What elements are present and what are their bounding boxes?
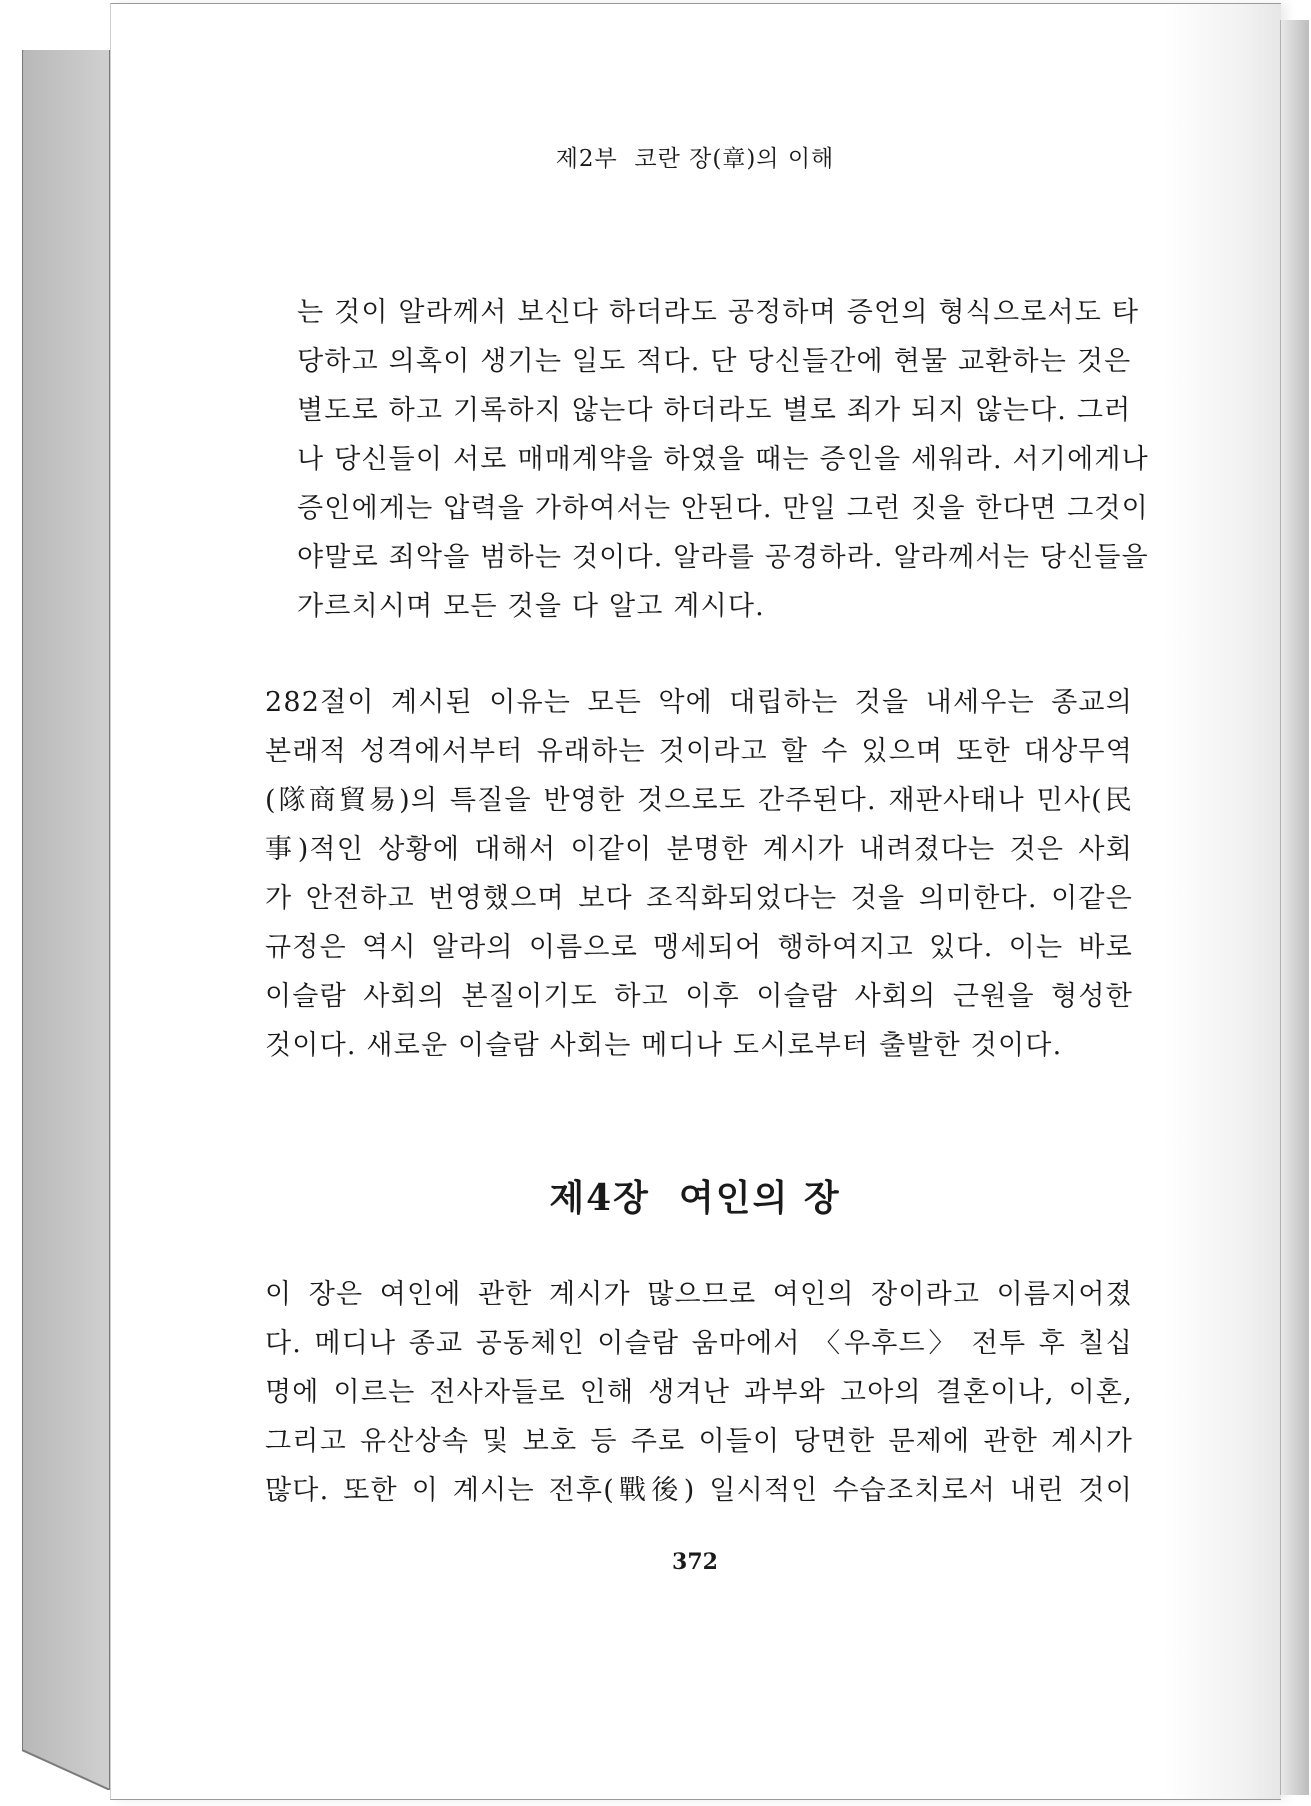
- page-number: 372: [672, 1549, 718, 1575]
- text-line: 본래적 성격에서부터 유래하는 것이라고 할 수 있으며 또한 대상무역: [265, 736, 1133, 767]
- text-line: 증인에게는 압력을 가하여서는 안된다. 만일 그런 짓을 한다면 그것이: [297, 493, 1149, 524]
- text-line: 야말로 죄악을 범하는 것이다. 알라를 공경하라. 알라께서는 당신들을: [297, 542, 1149, 573]
- text-line: 282절이 계시된 이유는 모든 악에 대립하는 것을 내세우는 종교의: [265, 687, 1133, 718]
- text-line: 가르치시며 모든 것을 다 알고 계시다.: [297, 591, 765, 622]
- text-line: (隊商貿易)의 특질을 반영한 것으로도 간주된다. 재판사태나 민사(民: [265, 785, 1133, 816]
- book-spine: [22, 50, 112, 1790]
- text-line: 이슬람 사회의 본질이기도 하고 이후 이슬람 사회의 근원을 형성한: [265, 981, 1133, 1012]
- text-line: 그리고 유산상속 및 보호 등 주로 이들이 당면한 문제에 관한 계시가: [265, 1426, 1133, 1457]
- text-line: 명에 이르는 전사자들로 인해 생겨난 과부와 고아의 결혼이나, 이혼,: [265, 1377, 1133, 1408]
- text-line: 가 안전하고 번영했으며 보다 조직화되었다는 것을 의미한다. 이같은: [265, 883, 1133, 914]
- text-line: 다. 메디나 종교 공동체인 이슬람 움마에서 〈우후드〉 전투 후 칠십: [265, 1328, 1133, 1359]
- text-line: 많다. 또한 이 계시는 전후(戰後) 일시적인 수습조치로서 내린 것이: [265, 1475, 1133, 1506]
- quote-block: [297, 288, 1149, 631]
- text-line: 나 당신들이 서로 매매계약을 하였을 때는 증인을 세워라. 서기에게나: [297, 444, 1149, 475]
- body-paragraph: [265, 678, 1133, 1070]
- text-line: 당하고 의혹이 생기는 일도 적다. 단 당신들간에 현물 교환하는 것은: [297, 346, 1132, 377]
- text-line: 事)적인 상황에 대해서 이같이 분명한 계시가 내려졌다는 것은 사회: [265, 834, 1133, 865]
- text-line: 규정은 역시 알라의 이름으로 맹세되어 행하여지고 있다. 이는 바로: [265, 932, 1133, 963]
- text-line: 는 것이 알라께서 보신다 하더라도 공정하며 증언의 형식으로서도 타: [297, 297, 1140, 328]
- text-line: 것이다. 새로운 이슬람 사회는 메디나 도시로부터 출발한 것이다.: [265, 1030, 1063, 1061]
- chapter-title: 제4장 여인의 장: [549, 1177, 841, 1219]
- book-spine-shape: [22, 50, 112, 1790]
- text-line: 별도로 하고 기록하지 않는다 하더라도 별로 죄가 되지 않는다. 그러: [297, 395, 1132, 426]
- page-edge: [1280, 20, 1309, 1795]
- running-head: 제2부 코란 장(章)의 이해: [555, 146, 835, 172]
- text-line: 이 장은 여인에 관한 계시가 많으므로 여인의 장이라고 이름지어졌: [265, 1279, 1133, 1310]
- body-paragraph: [265, 1270, 1133, 1515]
